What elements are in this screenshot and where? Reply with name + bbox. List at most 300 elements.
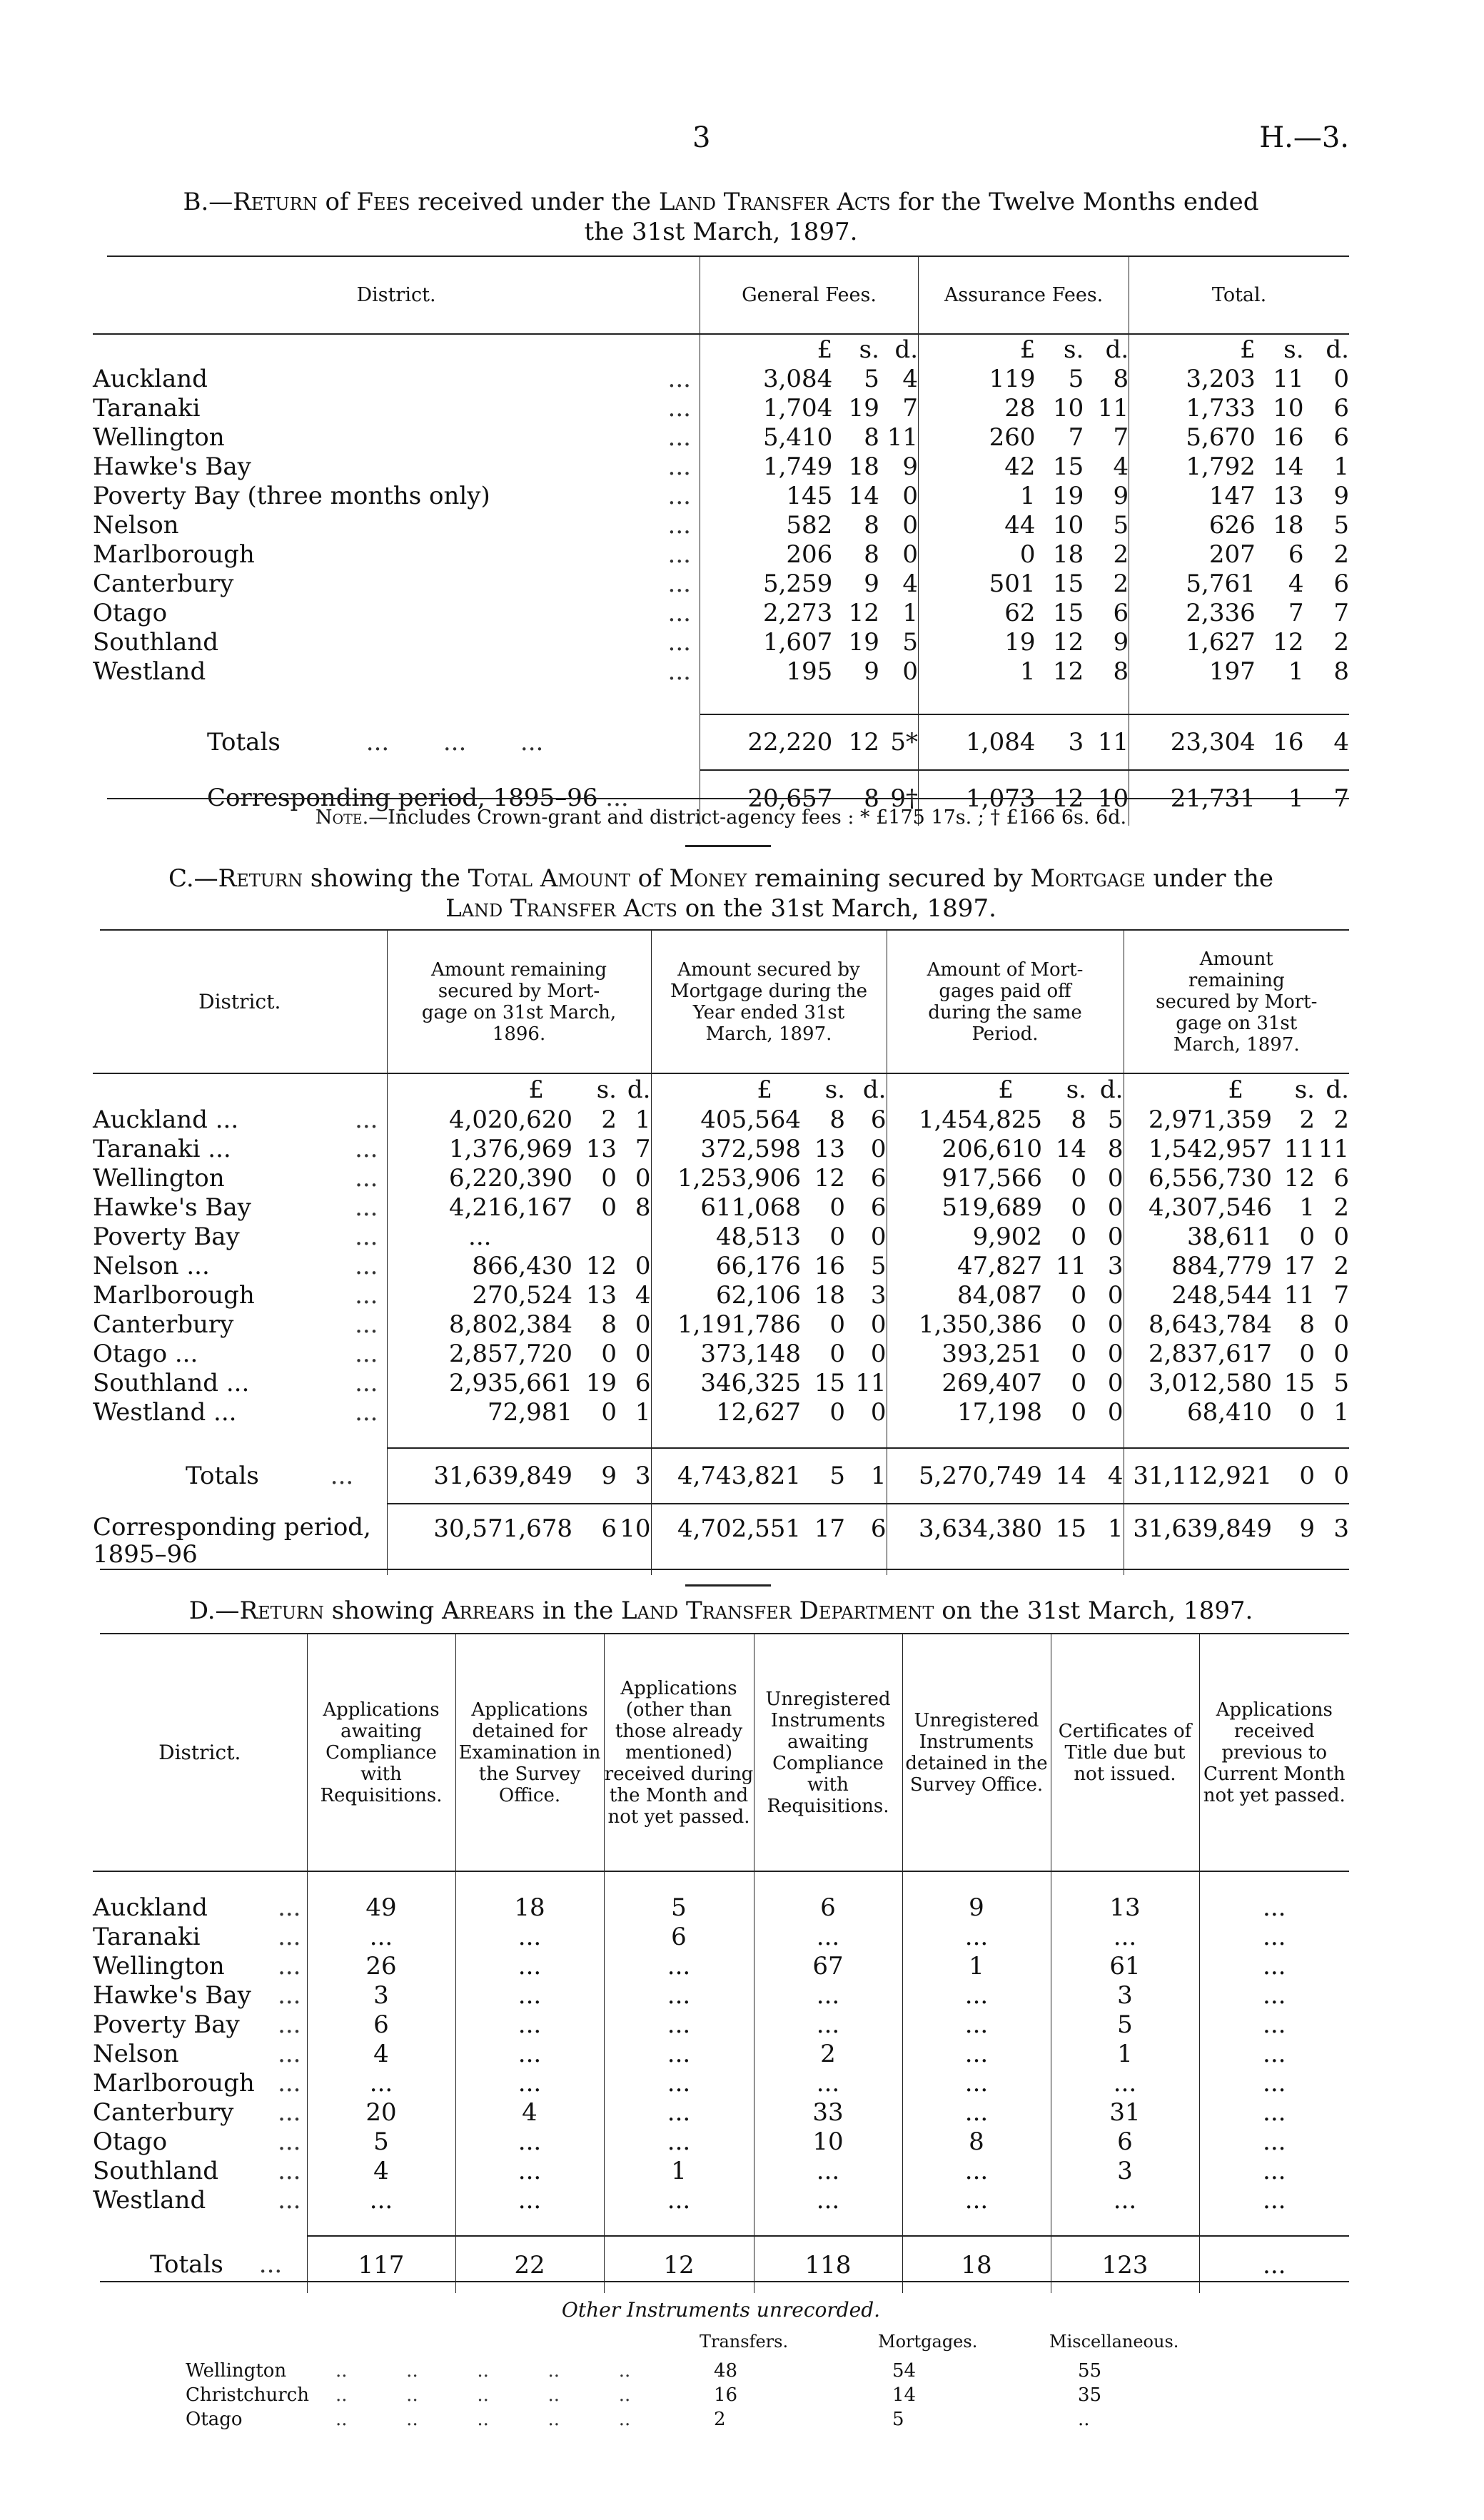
cell-value: ...	[902, 1980, 1051, 2010]
cell-value: ...	[1199, 2098, 1349, 2127]
title-part: Total Amount	[468, 864, 630, 893]
leader-dots: .. .. .. .. ..	[335, 2360, 631, 2382]
table-d-title	[93, 1596, 1349, 1626]
cell-pounds: 1,627	[1129, 627, 1256, 657]
cell-pounds: 6,220,390	[387, 1163, 572, 1193]
cell-value: ...	[754, 1980, 902, 2010]
cell-value: ...	[1051, 2185, 1199, 2215]
district-name: Westland	[93, 657, 206, 686]
table-row	[93, 2127, 1349, 2156]
cell-value: ...	[754, 2156, 902, 2185]
unit-label: s.	[1064, 335, 1084, 364]
cell-pounds: 3,012,580	[1124, 1368, 1272, 1397]
cell-pence: 0	[635, 1339, 651, 1368]
cell-shillings: 13	[1273, 481, 1304, 510]
cell-shillings: 1	[1299, 1193, 1315, 1222]
leader-dots: ...	[278, 2010, 301, 2039]
cell-shillings: 17	[1283, 1251, 1315, 1280]
cell-pounds: 8,802,384	[387, 1310, 572, 1339]
cell-pounds: 28	[919, 393, 1036, 422]
cell-pence: 8	[1333, 657, 1349, 686]
other-instruments	[93, 2298, 1349, 2433]
table-row	[93, 2039, 1349, 2068]
cell-pounds: 31,639,849	[1124, 1504, 1272, 1575]
cell-pence: 0	[1107, 1397, 1124, 1427]
cell-shillings: 0	[829, 1339, 845, 1368]
cell-shillings: 0	[601, 1397, 617, 1427]
cell-pounds: 1	[919, 481, 1036, 510]
cell-pence: 6	[870, 1193, 887, 1222]
district-name: Hawke's Bay	[93, 1980, 251, 2010]
cell-value: ...	[604, 2185, 754, 2215]
district-name: Marlborough	[93, 1280, 255, 1310]
cell-value: 67	[754, 1951, 902, 1980]
district-name: Auckland	[93, 1893, 208, 1922]
cell-pence: 6	[1333, 569, 1349, 598]
leader-dots: ...	[667, 598, 691, 627]
cell-pence: 9	[902, 452, 919, 481]
cell-shillings: 11	[1283, 1134, 1315, 1163]
cell-value: 2	[754, 2039, 902, 2068]
cell-pence: 7	[1113, 422, 1129, 452]
cell-shillings: 12	[1053, 657, 1084, 686]
cell-value: 49	[307, 1893, 455, 1922]
cell-shillings: 3	[1036, 714, 1084, 770]
leader-dots: ...	[278, 1951, 301, 1980]
title-part: remaining secured by	[747, 864, 1031, 893]
cell-value: 1	[902, 1951, 1051, 1980]
note-text: —Includes Crown-grant and district-agency fees : * £175 17s. ; † £166 6s. 6d.	[368, 806, 1127, 829]
cell-pounds: 4,020,620	[387, 1105, 572, 1134]
cell-pounds: 2,857,720	[387, 1339, 572, 1368]
cell-pence: 0	[1107, 1310, 1124, 1339]
cell-value: ...	[1199, 2236, 1349, 2293]
cell-pence: 6	[635, 1368, 651, 1397]
cell-pence: 6	[1333, 422, 1349, 452]
cell-pence: 5	[1113, 510, 1129, 540]
cell-pence: 0	[870, 1310, 887, 1339]
district-name: Hawke's Bay	[93, 1193, 251, 1222]
cell-value: ...	[902, 2010, 1051, 2039]
district-name: Marlborough	[93, 540, 255, 569]
unit-label: s.	[859, 335, 879, 364]
cell-pence: 2	[1333, 540, 1349, 569]
cell-pounds: 1,542,957	[1124, 1134, 1272, 1163]
cell-shillings: 15	[1053, 452, 1084, 481]
leader-dots: ...	[355, 1163, 378, 1193]
cell-pence: 10	[617, 1504, 651, 1575]
cell-shillings: 0	[601, 1193, 617, 1222]
cell-shillings: 16	[814, 1251, 845, 1280]
leader-dots: ...	[278, 2039, 301, 2068]
title-line-2: the 31st March, 1897.	[584, 218, 858, 246]
cell-value: ...	[604, 1951, 754, 1980]
cell-value: ...	[455, 2039, 604, 2068]
cell-value: 2	[714, 2409, 726, 2430]
district-name: Westland	[93, 2185, 206, 2215]
cell-pounds: 62,106	[651, 1280, 801, 1310]
cell-pence: 0	[902, 657, 919, 686]
cell-pence: 2	[1113, 540, 1129, 569]
cell-value: 4	[455, 2098, 604, 2127]
leader-dots: ...	[278, 1893, 301, 1922]
cell-pounds: 207	[1129, 540, 1256, 569]
cell-pence: 3	[1107, 1251, 1124, 1280]
cell-value: ...	[455, 2127, 604, 2156]
title-part: under the	[1145, 864, 1273, 893]
leader-dots: ...	[278, 1980, 301, 2010]
cell-value: ...	[902, 2185, 1051, 2215]
cell-pounds: 42	[919, 452, 1036, 481]
table-c-title	[93, 864, 1349, 924]
cell-shillings: 0	[1071, 1339, 1086, 1368]
cell-value: ...	[455, 2185, 604, 2215]
table-row	[93, 1105, 1349, 1134]
cell-pence: 0	[902, 540, 919, 569]
cell-value: ...	[754, 1922, 902, 1951]
cell-value: ...	[1199, 2185, 1349, 2215]
table-c-mortgage	[93, 931, 1349, 1575]
cell-value: ...	[455, 1951, 604, 1980]
cell-pence: 9	[1113, 627, 1129, 657]
units-row	[93, 334, 1349, 364]
cell-value: ...	[1199, 2039, 1349, 2068]
district-name: Otago	[186, 2409, 243, 2430]
cell-pence: 0	[635, 1163, 651, 1193]
cell-shillings: 10	[1273, 393, 1304, 422]
cell-value: 117	[307, 2236, 455, 2293]
cell-pence: 5	[870, 1251, 887, 1280]
cell-pounds: 44	[919, 510, 1036, 540]
cell-pence: 6	[1333, 1163, 1349, 1193]
cell-pence: 4	[1113, 452, 1129, 481]
title-part: showing the	[303, 864, 468, 893]
cell-shillings: 0	[829, 1397, 845, 1427]
cell-pence: 0	[1333, 1339, 1349, 1368]
cell-pounds: 1,376,969	[387, 1134, 572, 1163]
cell-pounds: 582	[700, 510, 832, 540]
title-part: showing	[324, 1596, 443, 1625]
cell-pounds: 2,273	[700, 598, 832, 627]
cell-pence: 0	[1315, 1448, 1349, 1504]
table-row	[93, 657, 1349, 686]
cell-value: ...	[307, 1922, 455, 1951]
cell-shillings: 0	[1299, 1339, 1315, 1368]
cell-pence: 1	[845, 1448, 887, 1504]
cell-pounds: 2,971,359	[1124, 1105, 1272, 1134]
cell-pounds: 5,410	[700, 422, 832, 452]
cell-value: 3	[1051, 1980, 1199, 2010]
column-header: Amount of Mort-gages paid off during the same Period.	[887, 931, 1124, 1073]
cell-pence: 10	[1084, 770, 1129, 826]
cell-pence: 0	[870, 1222, 887, 1251]
cell-shillings: 2	[1299, 1105, 1315, 1134]
district-name: Canterbury	[93, 569, 234, 598]
district-name: Westland ...	[93, 1397, 237, 1427]
cell-pounds: 4,307,546	[1124, 1193, 1272, 1222]
title-part: of	[317, 188, 357, 216]
cell-pounds: 6,556,730	[1124, 1163, 1272, 1193]
cell-value: 12	[604, 2236, 754, 2293]
row-label: Totals	[186, 1462, 259, 1490]
unit-label: s.	[1066, 1075, 1086, 1104]
leader-dots: ...	[355, 1193, 378, 1222]
cell-pounds: 1,350,386	[887, 1310, 1042, 1339]
cell-pence: 2	[1333, 627, 1349, 657]
cell-shillings: 12	[814, 1163, 845, 1193]
leader-dots: ...	[667, 540, 691, 569]
cell-pounds: 1,792	[1129, 452, 1256, 481]
cell-pounds: 866,430	[387, 1251, 572, 1280]
district-name: Southland	[93, 2156, 219, 2185]
cell-pounds: 270,524	[387, 1280, 572, 1310]
leader-dots: ...	[667, 510, 691, 540]
cell-shillings: 12	[585, 1251, 617, 1280]
cell-pounds: 1,073	[919, 770, 1036, 826]
cell-shillings: 14	[848, 481, 879, 510]
unit-label: d.	[894, 335, 919, 364]
cell-value: ...	[1199, 1951, 1349, 1980]
section-separator	[685, 845, 771, 847]
cell-pence: 5*	[879, 714, 919, 770]
unit-label: £	[700, 334, 832, 364]
cell-pounds: 147	[1129, 481, 1256, 510]
cell-shillings: 12	[1053, 627, 1084, 657]
column-header: Applications detained for Examination in the Survey Office.	[455, 1634, 604, 1871]
leader-dots: ...	[355, 1222, 378, 1251]
other-instruments-title: Other Instruments unrecorded.	[561, 2298, 881, 2322]
cell-value: ...	[1051, 1922, 1199, 1951]
cell-pounds: 260	[919, 422, 1036, 452]
leader-dots: ...	[667, 393, 691, 422]
title-part: Money	[669, 864, 747, 893]
table-row	[93, 1163, 1349, 1193]
cell-shillings: 0	[1071, 1368, 1086, 1397]
cell-shillings: 15	[1283, 1368, 1315, 1397]
cell-pounds: 4,702,551	[651, 1504, 801, 1575]
district-name: Otago	[93, 2127, 168, 2156]
column-header: Mortgages.	[878, 2332, 978, 2352]
cell-value: ...	[455, 2010, 604, 2039]
cell-shillings: 15	[814, 1368, 845, 1397]
cell-pence: 1	[635, 1397, 651, 1427]
cell-pounds: 31,639,849	[387, 1448, 572, 1504]
cell-pence: 0	[902, 510, 919, 540]
cell-value: ...	[754, 2010, 902, 2039]
unit-label: £	[387, 1073, 572, 1105]
leader-dots: ...	[355, 1339, 378, 1368]
cell-pence: 11	[1318, 1134, 1349, 1163]
district-name: Hawke's Bay	[93, 452, 251, 481]
cell-pence: 0	[635, 1251, 651, 1280]
table-row	[93, 1893, 1349, 1922]
cell-shillings: 0	[1071, 1222, 1086, 1251]
cell-pounds: 393,251	[887, 1339, 1042, 1368]
cell-value: 61	[1051, 1951, 1199, 1980]
cell-pounds: 9,902	[887, 1222, 1042, 1251]
cell-pounds: 21,731	[1129, 770, 1256, 826]
header-row	[93, 257, 1349, 334]
cell-pounds: 1,607	[700, 627, 832, 657]
table-row	[93, 1222, 1349, 1251]
cell-shillings: 18	[1053, 540, 1084, 569]
leader-dots: ...	[667, 364, 691, 393]
title-part: received under the	[410, 188, 659, 216]
cell-pence: 1	[902, 598, 919, 627]
cell-value: ...	[902, 2068, 1051, 2098]
cell-pounds: 405,564	[651, 1105, 801, 1134]
cell-pence: 4	[902, 364, 919, 393]
cell-pence: 3	[617, 1448, 651, 1504]
district-name: Taranaki	[93, 1922, 201, 1951]
unit-label: d.	[627, 1075, 651, 1104]
cell-shillings: 12	[1036, 770, 1084, 826]
cell-value: ...	[902, 2039, 1051, 2068]
cell-shillings: 12	[1273, 627, 1304, 657]
section-separator	[685, 1584, 771, 1587]
cell-value: 1	[604, 2156, 754, 2185]
cell-pence: 0	[870, 1134, 887, 1163]
cell-value: ...	[604, 2098, 754, 2127]
cell-pounds: 84,087	[887, 1280, 1042, 1310]
cell-shillings: 10	[1053, 510, 1084, 540]
district-name: Nelson ...	[93, 1251, 210, 1280]
title-part: for the Twelve Months ended	[890, 188, 1259, 216]
cell-shillings: 1	[1288, 657, 1304, 686]
district-name: Otago	[93, 598, 168, 627]
cell-shillings: 6	[572, 1504, 617, 1575]
cell-shillings: 8	[864, 510, 879, 540]
cell-pence: 6	[1333, 393, 1349, 422]
leader-dots: ...	[278, 2185, 301, 2215]
cell-value: ...	[902, 1922, 1051, 1951]
cell-value: 5	[1051, 2010, 1199, 2039]
leader-dots: ...	[355, 1310, 378, 1339]
district-name: Poverty Bay	[93, 1222, 240, 1251]
cell-pence: 0	[1333, 1310, 1349, 1339]
title-prefix: C.—	[168, 864, 218, 893]
cell-value: ...	[1199, 1893, 1349, 1922]
cell-shillings: 0	[1071, 1193, 1086, 1222]
title-part: on the 31st March, 1897.	[934, 1596, 1253, 1625]
cell-value: 3	[307, 1980, 455, 2010]
note-label: Note.	[315, 806, 369, 829]
cell-shillings: 0	[829, 1310, 845, 1339]
cell-shillings: 9	[572, 1448, 617, 1504]
cell-pence: 1	[1333, 1397, 1349, 1427]
table-b-note	[93, 806, 1349, 829]
cell-pounds: 206,610	[887, 1134, 1042, 1163]
cell-value: ...	[754, 2185, 902, 2215]
cell-pence: 11	[855, 1368, 887, 1397]
table-row	[93, 1368, 1349, 1397]
unit-label: s.	[824, 1075, 845, 1104]
cell-pence: 11	[887, 422, 919, 452]
cell-shillings: 0	[1071, 1163, 1086, 1193]
cell-pence: 2	[1333, 1105, 1349, 1134]
title-part: Mortgage	[1030, 864, 1146, 893]
cell-shillings: 8	[864, 422, 879, 452]
unit-label: d.	[862, 1075, 887, 1104]
cell-pounds: 5,761	[1129, 569, 1256, 598]
cell-pounds: 1,704	[700, 393, 832, 422]
column-header: Amount remaining secured by Mort-gage on 31st March, 1896.	[387, 931, 651, 1073]
cell-pence: 7	[635, 1134, 651, 1163]
cell-pounds: 372,598	[651, 1134, 801, 1163]
district-name: Southland ...	[93, 1368, 250, 1397]
title-prefix: B.—	[183, 188, 233, 216]
cell-value: ...	[604, 2127, 754, 2156]
cell-pounds: 1	[919, 657, 1036, 686]
table-b-title	[93, 187, 1349, 247]
column-header: Certificates of Title due but not issued.	[1051, 1634, 1199, 1871]
title-part: Fees	[356, 188, 410, 216]
cell-pence: 8	[635, 1193, 651, 1222]
cell-pounds: 1,733	[1129, 393, 1256, 422]
cell-shillings: 15	[1053, 569, 1084, 598]
table-row	[93, 1193, 1349, 1222]
table-row	[93, 452, 1349, 481]
cell-pence: 5	[1333, 510, 1349, 540]
district-name: Wellington	[93, 422, 225, 452]
table-d-arrears	[93, 1634, 1349, 2293]
unit-label: d.	[1105, 335, 1129, 364]
cell-shillings: 0	[1299, 1222, 1315, 1251]
corresponding-period-row	[93, 1504, 1349, 1575]
cell-shillings: 19	[1053, 481, 1084, 510]
cell-pence: 9†	[879, 770, 919, 826]
cell-value: ...	[754, 2068, 902, 2098]
title-part: in the	[535, 1596, 622, 1625]
cell-value: 5	[604, 1893, 754, 1922]
cell-value: 6	[1051, 2127, 1199, 2156]
cell-pence: 1	[635, 1105, 651, 1134]
district-name: Wellington	[93, 1163, 225, 1193]
cell-pounds: 519,689	[887, 1193, 1042, 1222]
row-label: Corresponding period, 1895–96	[93, 1513, 371, 1569]
leader-dots: ...	[278, 2127, 301, 2156]
column-header: Assurance Fees.	[919, 257, 1129, 334]
units-row	[93, 1073, 1349, 1105]
cell-pence: 11	[1084, 714, 1129, 770]
cell-pounds: 1,191,786	[651, 1310, 801, 1339]
table-b-fees	[93, 257, 1349, 826]
cell-shillings: 17	[801, 1504, 845, 1575]
cell-shillings: 12	[1283, 1163, 1315, 1193]
leader-dots: ...	[667, 627, 691, 657]
cell-value: 6	[307, 2010, 455, 2039]
list-item	[93, 2384, 1349, 2409]
cell-shillings: 15	[1042, 1504, 1086, 1575]
cell-pence: 3	[870, 1280, 887, 1310]
leader-dots: ...	[667, 569, 691, 598]
cell-pence: 11	[1097, 393, 1129, 422]
cell-value: ...	[307, 2068, 455, 2098]
district-name: Southland	[93, 627, 219, 657]
cell-value: 31	[1051, 2098, 1199, 2127]
title-part: Arrears	[442, 1596, 535, 1625]
leader-dots: ...	[667, 452, 691, 481]
column-header: Amount secured by Mortgage during the Year ended 31st March, 1897.	[651, 931, 887, 1073]
title-part: on the 31st March, 1897.	[677, 894, 996, 923]
cell-value: ...	[1199, 1980, 1349, 2010]
cell-pence: 4	[635, 1280, 651, 1310]
column-header: Amount remaining secured by Mort-gage on 31st March, 1897.	[1124, 931, 1349, 1073]
cell-value: ...	[1199, 2156, 1349, 2185]
cell-shillings: 8	[832, 770, 879, 826]
cell-pence: 0	[902, 481, 919, 510]
cell-shillings: 9	[864, 657, 879, 686]
